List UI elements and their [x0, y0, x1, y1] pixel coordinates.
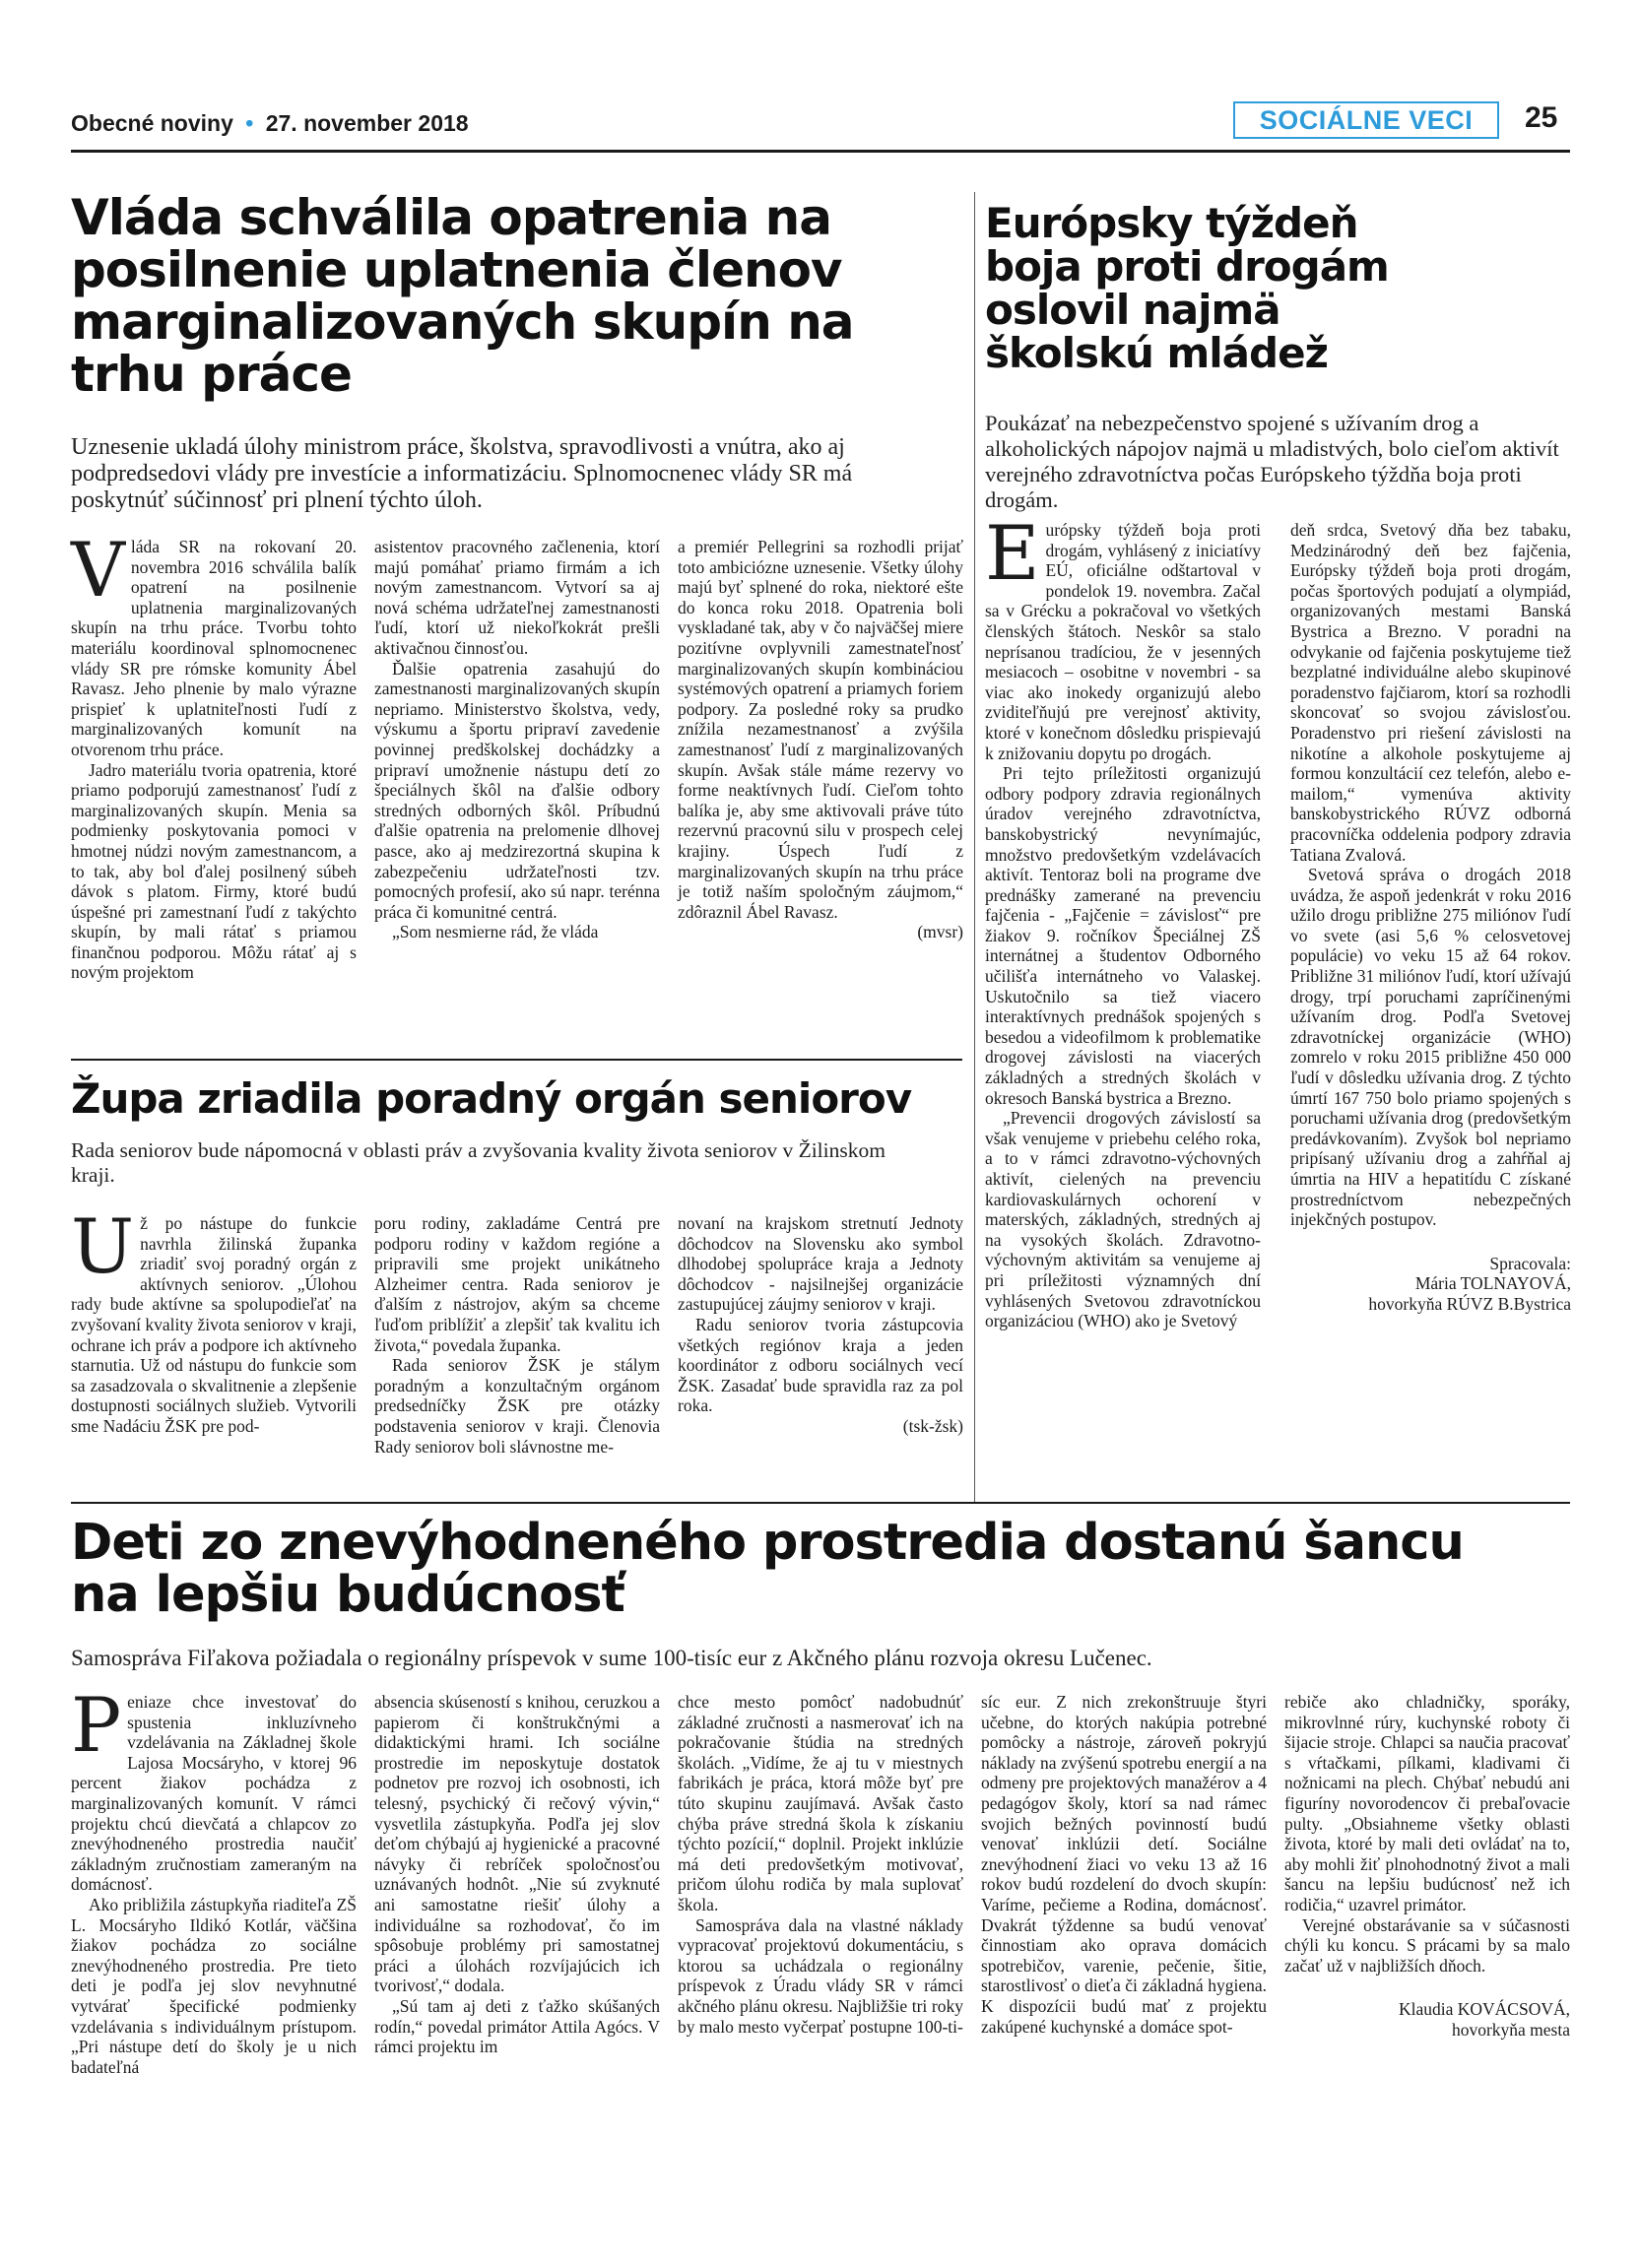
header-rule [71, 150, 1570, 153]
article-deti-column-2 [374, 1692, 660, 2057]
article-lead: Poukázať na nebezpečenstvo spojené s užívaním drog a alkoholických nápojov najmä u mladistvých, bolo cieľom aktivít verejného zdravotníctva počas Európskeho týždňa boja proti drogám. [985, 411, 1559, 512]
article-zupa [71, 1075, 962, 1188]
article-signature [1290, 1254, 1571, 1315]
article-drogy [985, 199, 1576, 513]
paragraph: láda SR na rokovaní 20. novembra 2016 schválila balík opatrení na posilnenie uplatnenia marginalizovaných skupín na trhu práce. Tvorbu tohto materiálu koordinoval splnomocnenec vlády SR pre rómske komunity Ábel Ravasz. Jeho plnenie by malo výrazne prispieť k uplatniteľnosti ľudí z marginalizovaných komunít na otvorenom trhu práce. [71, 537, 357, 759]
paragraph: Samospráva dala na vlastné náklady vypracovať projektovú dokumentáciu, s ktorou sa uchádzala o regionálny príspevok z Úradu vlády SR v rámci akčného plánu okresu. Najbližšie tri roky by malo mesto vyčerpať postupne 100-ti- [678, 1914, 963, 2037]
article-drogy-column-2 [1290, 520, 1571, 1315]
section-rule [71, 1059, 962, 1061]
paragraph: Svetová správa o drogách 2018 uvádza, že aspoň jedenkrát v roku 2016 užilo drogu približne 275 miliónov ľudí vo svete (asi 5,6 % celosvetovej populácie) vo veku 15 až 64 rokov. Približne 31 miliónov ľudí, ktorí užívajú drogy, trpí poruchami zapríčinenými užívaním drog. Podľa Svetovej zdravotníckej organizácie (WHO) zomrelo v roku 2015 približne 450 000 ľudí v dôsledku užívania drog. Z týchto úmrtí 167 750 bolo priamo spojených s poruchami užívania drog (predovšetkým predávkovaním). Zvyšok bol nepriamo pripísaný užívaniu drog a zahŕňal aj úmrtia na HIV a hepatitídu C získané prostredníctvom nebezpečných injekčných postupov. [1290, 865, 1571, 1230]
paragraph: Jadro materiálu tvoria opatrenia, ktoré priamo podporujú zamestnanosť ľudí z marginalizovaných skupín. Menia sa podmienky poskytovania pomoci v hmotnej núdzi novým zamestnancom, a to tak, aby bol ďalej posilnený súbeh dávok s platom. Firmy, ktoré budú úspešné pri zamestnaní ľudí z takýchto skupín, by mali rátať s priamou finančnou podporou. Môžu rátať aj s novým projektom [71, 759, 357, 983]
article-zupa-column-2 [374, 1213, 660, 1457]
signature-label: Spracovala: [1489, 1253, 1571, 1273]
article-lead: Uznesenie ukladá úlohy ministrom práce, školstva, spravodlivosti a vnútra, ako aj podpredsedovi vlády pre investície a informatizáciu. Splnomocnenec vlády SR má poskytnúť súčinnosť pri plnení týchto úloh. [71, 434, 853, 513]
article-headline: Deti zo znevýhodneného prostredia dostanú šancu na lepšiu budúcnosť [71, 1514, 1464, 1624]
signature-name: Klaudia KOVÁCSOVÁ, [1398, 1999, 1570, 2020]
paragraph: Rada seniorov ŽSK je stálym poradným a konzultačným orgánom predsedníčky ŽSK pre otázky podstavenia seniorov v kraji. Členovia Rady seniorov boli slávnostne me- [374, 1355, 660, 1457]
section-rule [71, 1502, 1570, 1504]
article-vlada [71, 189, 957, 514]
article-lead: Rada seniorov bude nápomocná v oblasti práv a zvyšovania kvality života seniorov v Žilinskom kraji. [71, 1138, 886, 1187]
article-deti-column-4 [981, 1692, 1267, 2037]
paragraph: „Som nesmierne rád, že vláda [392, 922, 599, 942]
signature-name: Mária TOLNAYOVÁ, [1414, 1273, 1571, 1294]
paragraph: absencia skúseností s knihou, ceruzkou a papierom či konštrukčnými a didaktickými hrami. Ich sociálne prostredie im neposkytuje dostatok podnetov pre rozvoj ich osobnosti, ich telesný, psychický či rečový vývin,“ vysvetlila zástupkyňa. Podľa jej slov deťom chýbajú aj hygienické a pracovné návyky či rebríček spoločnosťou uznávaných hodnôt. „Nie sú zvyknuté ani samostatne riešiť úlohy a individuálne sa rozhodovať, čo im spôsobuje problémy pri samostatnej práci a úlohách rozvíjajúcich ich tvorivosť,“ dodala. [374, 1692, 660, 1996]
paragraph: „Sú tam aj deti z ťažko skúšaných rodín,“ povedal primátor Attila Agócs. V rámci projektu im [374, 1995, 660, 2057]
paragraph: Verejné obstarávanie sa v súčasnosti chýli ku koncu. S prácami by sa malo začať už v najbližších dňoch. [1284, 1914, 1570, 1976]
article-headline: Európsky týždeň boja proti drogám oslovil najmä školskú mládež [985, 199, 1389, 377]
article-vlada-column-3 [678, 537, 963, 942]
paragraph: urópsky týždeň boja proti drogám, vyhlásený z iniciatívy EÚ, oficiálne odštartoval v pondelok 19. novembra. Začal sa v Grécku a pokračoval vo všetkých členských štátoch. Neskôr sa stalo neprísanou tradíciou, že v jesenných mesiacoch – osobitne v novembri - sa viac ako inokedy organizujú alebo zviditeľňujú pre verejnosť aktivity, ktoré v konečnom dôsledku prispievajú k znižovaniu dopytu po drogách. [985, 520, 1261, 763]
article-vlada-column-2 [374, 537, 660, 942]
drop-cap: P [71, 1681, 122, 1769]
article-headline: Vláda schválila opatrenia na posilnenie uplatnenia členov marginalizovaných skupín na trhu práce [71, 189, 854, 403]
article-deti-column-1 [71, 1681, 357, 2077]
paragraph: a premiér Pellegrini sa rozhodli prijať toto ambiciózne uznesenie. Všetky úlohy majú byť splnené do roka, niektoré ešte do konca roku 2018. Opatrenia boli vyskladané tak, aby v čo najväčšej miere pozitívne ovplyvnili zamestnateľnosť marginalizovaných skupín kombináciou systémových opatrení a priamych foriem podpory. Za posledné roky sa prudko znížila nezamestnanosť a zvýšila zamestnanosť ľudí z marginalizovaných skupín. Avšak stále máme rezervy vo forme neaktívnych ľudí. Cieľom tohto balíka je, aby sme aktivovali práve túto rezervnú pracovnú silu v prospech celej krajiny. Úspech ľudí z marginalizovaných skupín na trhu práce je totiž naším spoločným záujmom,“ zdôraznil Ábel Ravasz. [678, 537, 963, 922]
article-vlada-column-1 [71, 526, 357, 983]
paragraph: chce mesto pomôcť nadobudnúť základné zručnosti a nasmerovať ich na pokračovanie štúdia na stredných školách. „Vidíme, že aj tu v miestnych fabrikách je práca, ktorá môže byť pre túto skupinu zaujímavá. Avšak často chýba práve stredná škola k získaniu týchto pozícií,“ doplnil. Projekt inklúzie má deti predovšetkým motivovať, pričom úlohu rodiča by mala suplovať škola. [678, 1692, 963, 1914]
signature-role: hovorkyňa mesta [1451, 2019, 1570, 2040]
paragraph: novaní na krajskom stretnutí Jednoty dôchodcov na Slovensku ako symbol dlhodobej spolupráce kraja a Jednoty dôchodcov - najsilnejšej organizácie zastupujúcej záujmy seniorov v kraji. [678, 1213, 963, 1315]
article-deti-column-5 [1284, 1692, 1570, 2041]
paragraph: Ako približila zástupkyňa riaditeľa ZŠ L. Mocsáryho Ildikó Kotlár, väčšina žiakov pochádza zo sociálne znevýhodneného prostredia. Pre tieto deti je podľa jej slov nevyhnutné vytvárať špecifické podmienky vzdelávania s individuálnym prístupom. „Pri nástupe detí do školy je u nich badateľná [71, 1894, 357, 2077]
article-zupa-column-3 [678, 1213, 963, 1437]
publication-title: Obecné noviny [71, 110, 233, 136]
drop-cap: E [985, 509, 1040, 597]
header-separator: • [245, 110, 254, 136]
drop-cap: V [71, 526, 125, 614]
article-lead: Samospráva Fiľakova požiadala o regionálny príspevok v sume 100-tisíc eur z Akčného plánu rozvoja okresu Lučenec. [71, 1646, 1152, 1670]
article-deti [71, 1514, 1568, 1671]
column-divider [974, 192, 975, 1502]
article-headline: Župa zriadila poradný orgán seniorov [71, 1074, 912, 1123]
article-deti-column-3 [678, 1692, 963, 2037]
paragraph: asistentov pracovného začlenenia, ktorí majú pomáhať priamo firmám a ich novým zamestnancom. Vytvorí sa aj nová schéma udržateľnej zamestnanosti ľudí, ktorí už niekoľkokrát prešli aktivačnou činnosťou. [374, 537, 660, 658]
paragraph: rebiče ako chladničky, sporáky, mikrovlnné rúry, kuchynské roboty či šijacie stroje. Chlapci sa naučia pracovať s vŕtačkami, pílkami, kladivami či nožnicami na plech. Chýbať nebudú ani figuríny novorodencov či prebaľovacie pulty. „Obsiahneme všetky oblasti života, ktoré by mali deti ovládať na to, aby mohli žiť plnohodnotný život a mali šancu na lepšiu budúcnosť než ich rodičia,“ uzavrel primátor. [1284, 1692, 1570, 1914]
issue-date: 27. november 2018 [265, 110, 469, 136]
article-signature: (mvsr) [917, 922, 963, 942]
page-number: 25 [1525, 101, 1558, 134]
section-name: SOCIÁLNE VECI [1259, 105, 1474, 135]
article-drogy-column-1 [985, 509, 1261, 1331]
signature-role: hovorkyňa RÚVZ B.Bystrica [1368, 1293, 1571, 1314]
paragraph: Radu seniorov tvoria zástupcovia všetkých regiónov kraja a jeden koordinátor z odboru sociálnych vecí ŽSK. Zasadať bude spravidla raz za pol roka. [678, 1314, 963, 1416]
paragraph: poru rodiny, zakladáme Centrá pre podporu rodiny v každom regióne a pripravili sme projekt unikátneho Alzheimer centra. Rada seniorov je ďalším z nástrojov, akým sa chceme ľuďom priblížiť a zlepšiť tak kvalitu ich života,“ povedala županka. [374, 1213, 660, 1355]
publication-name [71, 110, 469, 137]
paragraph: „Prevencii drogových závislostí sa však venujeme v priebehu celého roka, a to v rámci zdravotno-výchovných aktivít, cielených na prevenciu kardiovaskulárnych ochorení v materských, základných, stredných aj na vysokých školách. Zdravotno-výchovným aktivitám sa venujeme aj pri príležitosti významných dní vyhlásených Svetovou zdravotníckou organizáciou (WHO) ako je Svetový [985, 1108, 1261, 1331]
article-signature [1284, 1999, 1570, 2040]
paragraph: Ďalšie opatrenia zasahujú do zamestnanosti marginalizovaných skupín nepriamo. Ministerstvo školstva, vedy, výskumu a športu pripraví zavedenie povinnej predškolskej dochádzky a pripraví umožnenie nástupu detí zo špeciálnych škôl na ďalšie odbory stredných odborných škôl. Príbudnú ďalšie opatrenia na prelomenie dlhovej pasce, ako aj medzirezortná skupina k zabezpečeniu udržateľnosti tzv. pomocných profesií, ako sú napr. terénna práca či komunitné centrá. [374, 658, 660, 922]
paragraph: eniaze chce investovať do spustenia inkluzívneho vzdelávania na Základnej škole Lajosa Mocsáryho, v ktorej 96 percent žiakov pochádza z marginalizovaných komunít. V rámci projektu chcú dievčatá a chlapcov zo znevýhodneného prostredia naučiť základným zručnostiam zameraným na domácnosť. [71, 1692, 357, 1895]
paragraph: Pri tejto príležitosti organizujú odbory podpory zdravia regionálnych úradov verejného zdravotníctva, banskobystrický nevynímajúc, množstvo predovšetkým vzdelávacích aktivít. Tentoraz boli na programe dve prednášky zamerané na prevenciu fajčenia - „Fajčenie = závislosť“ pre žiakov 9. ročníkov Špeciálnej ZŠ internátnej a študentov Odborného učilišťa internátneho vo Valaskej. Uskutočnilo sa tiež viacero interaktívnych prednášok spojených s besedou a videofilmom k problematike drogovej závislosti na viacerých základných a stredných školách v okresoch Banská bystrica a Brezno. [985, 763, 1261, 1108]
paragraph: deň srdca, Svetový dňa bez tabaku, Medzinárodný deň bez fajčenia, Európsky týždeň boja proti drogám, počas športových podujatí a olympiád, organizovaných mestami Banská Bystrica a Brezno. V poradni na odvykanie od fajčenia poskytujeme tiež bezplatné individuálne alebo skupinové poradenstvo fajčiarom, ktorí sa rozhodli skoncovať so svojou závislosťou. Poradenstvo pri riešení závislosti na nikotíne a alkohole poskytujeme aj formou konzultácií cez telefón, alebo e-mailom,“ vymenúva aktivity banskobystrického RÚVZ odborná pracovníčka oddelenia podpory zdravia Tatiana Zvalová. [1290, 520, 1571, 865]
paragraph: síc eur. Z nich zrekonštruuje štyri učebne, do ktorých nakúpia potrebné pomôcky a nástroje, zároveň pokryjú náklady na zvýšenú spotrebu energií a na odmeny pre projektových manažérov a 4 pedagógov školy, ktorí sa nad rámec svojich bežných povinností budú venovať inklúzii detí. Sociálne znevýhodnení žiaci vo veku 13 až 16 rokov budú rozdelení do dvoch skupín: Varíme, pečieme a Rodina, domácnosť. Dvakrát týždenne sa budú venovať činnostiam ako oprava domácich spotrebičov, varenie, pečenie, šitie, starostlivosť o dieťa či základná hygiena. K dispozícii budú mať z projektu zakúpené kuchynské a domáce spot- [981, 1692, 1267, 2037]
paragraph: ž po nástupe do funkcie navrhla žilinská županka zriadiť svoj poradný orgán z aktívnych seniorov. „Úlohou rady bude aktívne sa spolupodieľať na zvyšovaní kvality života seniorov v kraji, ochrane ich práv a podpore ich aktívneho starnutia. Už od nástupu do funkcie som sa zasadzovala o skvalitnenie a zlepšenie dostupnosti sociálnych služieb. Vytvorili sme Nadáciu ŽSK pre pod- [71, 1213, 357, 1436]
article-zupa-column-1 [71, 1202, 357, 1437]
article-signature: (tsk-žsk) [902, 1415, 963, 1436]
drop-cap: U [71, 1202, 135, 1290]
section-label [1233, 101, 1499, 139]
